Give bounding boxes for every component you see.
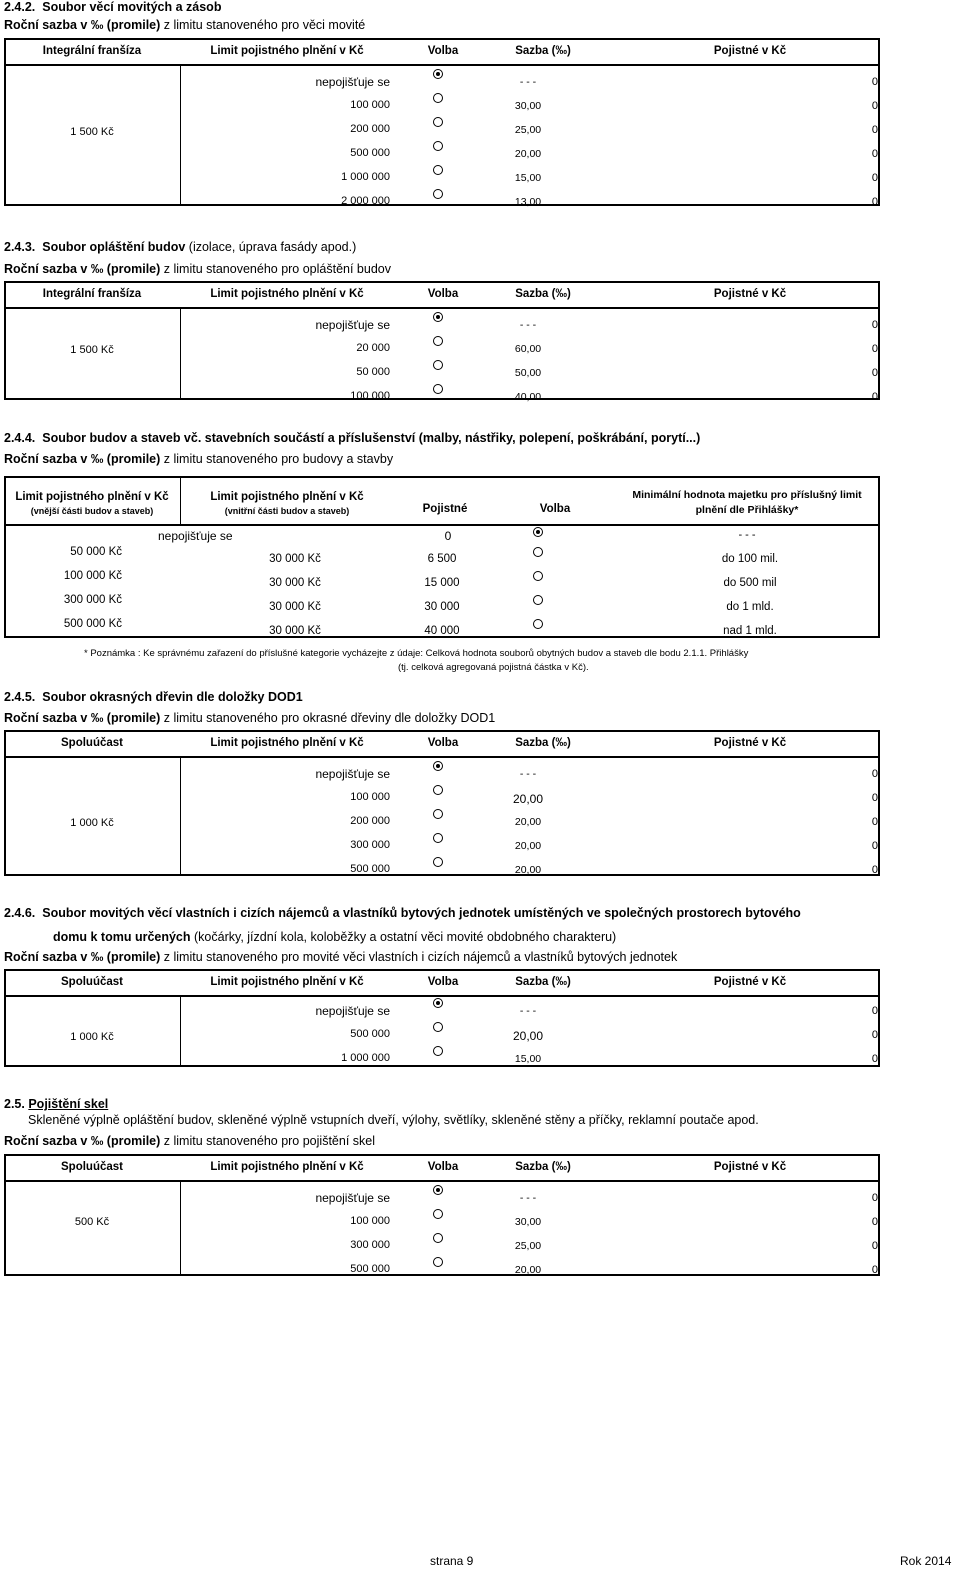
header-deductible: Integrální franšíza bbox=[42, 45, 142, 57]
rate-value: 60,00 bbox=[514, 343, 542, 355]
premium-value: 0 bbox=[871, 343, 878, 355]
note-line-2: (tj. celková agregovaná pojistná částka v Kč). bbox=[398, 662, 589, 673]
header-deductible: Spoluúčast bbox=[61, 737, 123, 749]
rate-value: 25,00 bbox=[514, 1240, 542, 1252]
premium-value: 40 000 bbox=[424, 625, 460, 637]
limit-value: nepojišťuje se bbox=[315, 1004, 390, 1018]
radio-option[interactable] bbox=[433, 833, 443, 843]
section-245-rate-note: Roční sazba v ‰ (promile) z limitu stanoveného pro okrasné dřeviny dle doložky DOD1 bbox=[4, 711, 496, 725]
none-label: nepojišťuje se bbox=[158, 529, 233, 543]
limit-value: 1 000 000 bbox=[341, 1052, 390, 1064]
premium-value: 0 bbox=[871, 1192, 878, 1204]
premium-value: 0 bbox=[871, 124, 878, 136]
header-limit: Limit pojistného plnění v Kč bbox=[210, 45, 364, 57]
header-rate: Sazba (‰) bbox=[515, 288, 571, 300]
limit-value: 500 000 bbox=[350, 1263, 390, 1275]
rate-value: 20,00 bbox=[514, 1264, 542, 1276]
header-limit: Limit pojistného plnění v Kč bbox=[210, 976, 364, 988]
premium-value: 0 bbox=[871, 1216, 878, 1228]
section-25-heading: 2.5. Pojištění skel bbox=[4, 1097, 109, 1111]
radio-none[interactable] bbox=[533, 527, 543, 537]
section-246-heading-line2: domu k tomu určených (kočárky, jízdní kola, koloběžky a ostatní věci movité obdobného charakteru) bbox=[53, 930, 617, 944]
none-premium: 0 bbox=[444, 529, 452, 543]
min-value: do 1 mld. bbox=[726, 601, 774, 613]
header-outer-limit-sub: (vnější části budov a staveb) bbox=[30, 506, 154, 516]
limit-value: 2 000 000 bbox=[341, 195, 390, 207]
limit-value: 300 000 bbox=[350, 839, 390, 851]
min-value: do 100 mil. bbox=[721, 553, 779, 565]
inner-limit-value: 30 000 Kč bbox=[269, 577, 321, 589]
radio-option[interactable] bbox=[533, 595, 543, 605]
premium-value: 0 bbox=[871, 768, 878, 780]
header-choice: Volba bbox=[427, 1161, 459, 1173]
rate-value: - - - bbox=[519, 319, 537, 331]
limit-value: 300 000 bbox=[350, 1239, 390, 1251]
header-inner-limit: Limit pojistného plnění v Kč bbox=[210, 491, 364, 503]
rate-value: 30,00 bbox=[514, 1216, 542, 1228]
outer-limit-value: 100 000 Kč bbox=[63, 570, 122, 582]
section-242-heading: 2.4.2. Soubor věcí movitých a zásob bbox=[4, 0, 222, 14]
header-limit: Limit pojistného plnění v Kč bbox=[210, 1161, 364, 1173]
min-value: do 500 mil bbox=[723, 577, 777, 589]
radio-option[interactable] bbox=[533, 547, 543, 557]
rate-value: - - - bbox=[519, 768, 537, 780]
inner-limit-value: 30 000 Kč bbox=[269, 625, 321, 637]
premium-value: 0 bbox=[871, 391, 878, 403]
radio-option[interactable] bbox=[433, 141, 443, 151]
radio-option[interactable] bbox=[433, 1046, 443, 1056]
rate-value: 20,00 bbox=[514, 148, 542, 160]
rate-value: - - - bbox=[519, 1192, 537, 1204]
deductible-value: 1 000 Kč bbox=[70, 1031, 114, 1043]
rate-value: 20,00 bbox=[512, 792, 544, 806]
rate-value: 50,00 bbox=[514, 367, 542, 379]
header-min-value: Minimální hodnota majetku pro příslušný limit bbox=[632, 489, 862, 501]
premium-value: 0 bbox=[871, 367, 878, 379]
inner-limit-value: 30 000 Kč bbox=[269, 601, 321, 613]
premium-value: 0 bbox=[871, 196, 878, 208]
header-premium: Pojistné v Kč bbox=[713, 45, 787, 57]
premium-value: 0 bbox=[871, 1053, 878, 1065]
outer-limit-value: 500 000 Kč bbox=[63, 618, 122, 630]
header-premium: Pojistné v Kč bbox=[713, 737, 787, 749]
radio-option[interactable] bbox=[433, 189, 443, 199]
section-25-description: Skleněné výplně opláštění budov, skleněné výplně vstupních dveří, výlohy, světlíky, skleněné stěny a příčky, reklamní poutače apod. bbox=[28, 1113, 759, 1127]
header-choice: Volba bbox=[427, 976, 459, 988]
premium-value: 0 bbox=[871, 100, 878, 112]
none-value: - - - bbox=[738, 529, 756, 541]
radio-option[interactable] bbox=[433, 809, 443, 819]
rate-value: 20,00 bbox=[512, 1029, 544, 1043]
header-outer-limit: Limit pojistného plnění v Kč bbox=[15, 491, 169, 503]
radio-option[interactable] bbox=[433, 312, 443, 322]
premium-value: 0 bbox=[871, 816, 878, 828]
header-limit: Limit pojistného plnění v Kč bbox=[210, 288, 364, 300]
radio-option[interactable] bbox=[433, 998, 443, 1008]
radio-option[interactable] bbox=[433, 1233, 443, 1243]
rate-value: - - - bbox=[519, 76, 537, 88]
header-limit: Limit pojistného plnění v Kč bbox=[210, 737, 364, 749]
premium-value: 0 bbox=[871, 172, 878, 184]
section-246-heading: 2.4.6. Soubor movitých věcí vlastních i cizích nájemců a vlastníků bytových jednotek umístěných ve společných prostorech bytového bbox=[4, 906, 801, 920]
header-choice: Volba bbox=[539, 503, 571, 515]
section-243-heading: 2.4.3. Soubor opláštění budov (izolace, úprava fasády apod.) bbox=[4, 240, 357, 254]
radio-option[interactable] bbox=[533, 619, 543, 629]
radio-option[interactable] bbox=[433, 1209, 443, 1219]
radio-option[interactable] bbox=[433, 360, 443, 370]
limit-value: 20 000 bbox=[356, 342, 390, 354]
header-deductible: Spoluúčast bbox=[61, 1161, 123, 1173]
limit-value: 100 000 bbox=[350, 390, 390, 402]
radio-option[interactable] bbox=[433, 857, 443, 867]
page-number: strana 9 bbox=[430, 1554, 474, 1568]
deductible-value: 1 500 Kč bbox=[70, 344, 114, 356]
limit-value: 500 000 bbox=[350, 1028, 390, 1040]
limit-value: 50 000 bbox=[356, 366, 390, 378]
premium-value: 0 bbox=[871, 840, 878, 852]
limit-value: nepojišťuje se bbox=[315, 75, 390, 89]
header-premium: Pojistné v Kč bbox=[713, 976, 787, 988]
radio-option[interactable] bbox=[433, 93, 443, 103]
year-label: Rok 2014 bbox=[900, 1554, 952, 1568]
limit-value: 100 000 bbox=[350, 791, 390, 803]
header-premium: Pojistné bbox=[422, 503, 468, 515]
premium-value: 30 000 bbox=[424, 601, 460, 613]
radio-option[interactable] bbox=[433, 336, 443, 346]
header-premium: Pojistné v Kč bbox=[713, 1161, 787, 1173]
radio-option[interactable] bbox=[433, 761, 443, 771]
limit-value: 100 000 bbox=[350, 99, 390, 111]
limit-value: nepojišťuje se bbox=[315, 767, 390, 781]
rate-value: 15,00 bbox=[514, 172, 542, 184]
section-243-rate-note: Roční sazba v ‰ (promile) z limitu stanoveného pro opláštění budov bbox=[4, 262, 391, 276]
deductible-value: 1 500 Kč bbox=[70, 126, 114, 138]
header-rate: Sazba (‰) bbox=[515, 737, 571, 749]
rate-value: 25,00 bbox=[514, 124, 542, 136]
premium-value: 0 bbox=[871, 1029, 878, 1041]
header-rate: Sazba (‰) bbox=[515, 45, 571, 57]
premium-value: 15 000 bbox=[424, 577, 460, 589]
outer-limit-value: 50 000 Kč bbox=[70, 546, 122, 558]
section-244-heading: 2.4.4. Soubor budov a staveb vč. stavebních součástí a příslušenství (malby, nástřiky, polepení, poškrábání, porytí...) bbox=[4, 431, 701, 445]
header-choice: Volba bbox=[427, 288, 459, 300]
rate-value: 40,00 bbox=[514, 391, 542, 403]
premium-value: 0 bbox=[871, 319, 878, 331]
premium-value: 0 bbox=[871, 1240, 878, 1252]
premium-value: 0 bbox=[871, 1005, 878, 1017]
rate-value: 30,00 bbox=[514, 100, 542, 112]
header-choice: Volba bbox=[427, 45, 459, 57]
min-value: nad 1 mld. bbox=[723, 625, 777, 637]
limit-value: 200 000 bbox=[350, 123, 390, 135]
section-246-rate-note: Roční sazba v ‰ (promile) z limitu stanoveného pro movité věci vlastních i cizích nájemců a vlastníků bytových jednotek bbox=[4, 950, 678, 964]
deductible-value: 500 Kč bbox=[74, 1216, 110, 1228]
header-inner-limit-sub: (vnitřní části budov a staveb) bbox=[224, 506, 350, 516]
premium-value: 0 bbox=[871, 76, 878, 88]
radio-option[interactable] bbox=[433, 69, 443, 79]
header-premium: Pojistné v Kč bbox=[713, 288, 787, 300]
radio-option[interactable] bbox=[433, 165, 443, 175]
header-rate: Sazba (‰) bbox=[515, 1161, 571, 1173]
limit-value: 500 000 bbox=[350, 863, 390, 875]
deductible-value: 1 000 Kč bbox=[70, 817, 114, 829]
radio-option[interactable] bbox=[433, 1022, 443, 1032]
limit-value: 100 000 bbox=[350, 1215, 390, 1227]
rate-value: - - - bbox=[519, 1005, 537, 1017]
premium-value: 0 bbox=[871, 864, 878, 876]
limit-value: 500 000 bbox=[350, 147, 390, 159]
rate-value: 20,00 bbox=[514, 816, 542, 828]
radio-option[interactable] bbox=[433, 785, 443, 795]
rate-value: 15,00 bbox=[514, 1053, 542, 1065]
premium-value: 6 500 bbox=[427, 553, 457, 565]
radio-option[interactable] bbox=[533, 571, 543, 581]
section-245-heading: 2.4.5. Soubor okrasných dřevin dle doložky DOD1 bbox=[4, 690, 303, 704]
limit-value: 1 000 000 bbox=[341, 171, 390, 183]
note-line-1: * Poznámka : Ke správnému zařazení do příslušné kategorie vycházejte z údaje: Celková hodnota souborů obytných budov a staveb dle bodu 2.1.1. Přihlášky bbox=[84, 648, 749, 659]
header-deductible: Spoluúčast bbox=[61, 976, 123, 988]
header-min-value-sub: plnění dle Přihlášky* bbox=[695, 504, 799, 516]
limit-value: nepojišťuje se bbox=[315, 1191, 390, 1205]
premium-value: 0 bbox=[871, 1264, 878, 1276]
header-rate: Sazba (‰) bbox=[515, 976, 571, 988]
inner-limit-value: 30 000 Kč bbox=[269, 553, 321, 565]
header-deductible: Integrální franšíza bbox=[42, 288, 142, 300]
radio-option[interactable] bbox=[433, 384, 443, 394]
section-25-rate-note: Roční sazba v ‰ (promile) z limitu stanoveného pro pojištění skel bbox=[4, 1134, 375, 1148]
header-choice: Volba bbox=[427, 737, 459, 749]
rate-value: 13,00 bbox=[514, 196, 542, 208]
rate-value: 20,00 bbox=[514, 864, 542, 876]
radio-option[interactable] bbox=[433, 1257, 443, 1267]
premium-value: 0 bbox=[871, 148, 878, 160]
section-242-rate-note: Roční sazba v ‰ (promile) z limitu stanoveného pro věci movité bbox=[4, 18, 366, 32]
radio-option[interactable] bbox=[433, 117, 443, 127]
radio-option[interactable] bbox=[433, 1185, 443, 1195]
limit-value: nepojišťuje se bbox=[315, 318, 390, 332]
outer-limit-value: 300 000 Kč bbox=[63, 594, 122, 606]
limit-value: 200 000 bbox=[350, 815, 390, 827]
rate-value: 20,00 bbox=[514, 840, 542, 852]
section-244-rate-note: Roční sazba v ‰ (promile) z limitu stanoveného pro budovy a stavby bbox=[4, 452, 394, 466]
premium-value: 0 bbox=[871, 792, 878, 804]
